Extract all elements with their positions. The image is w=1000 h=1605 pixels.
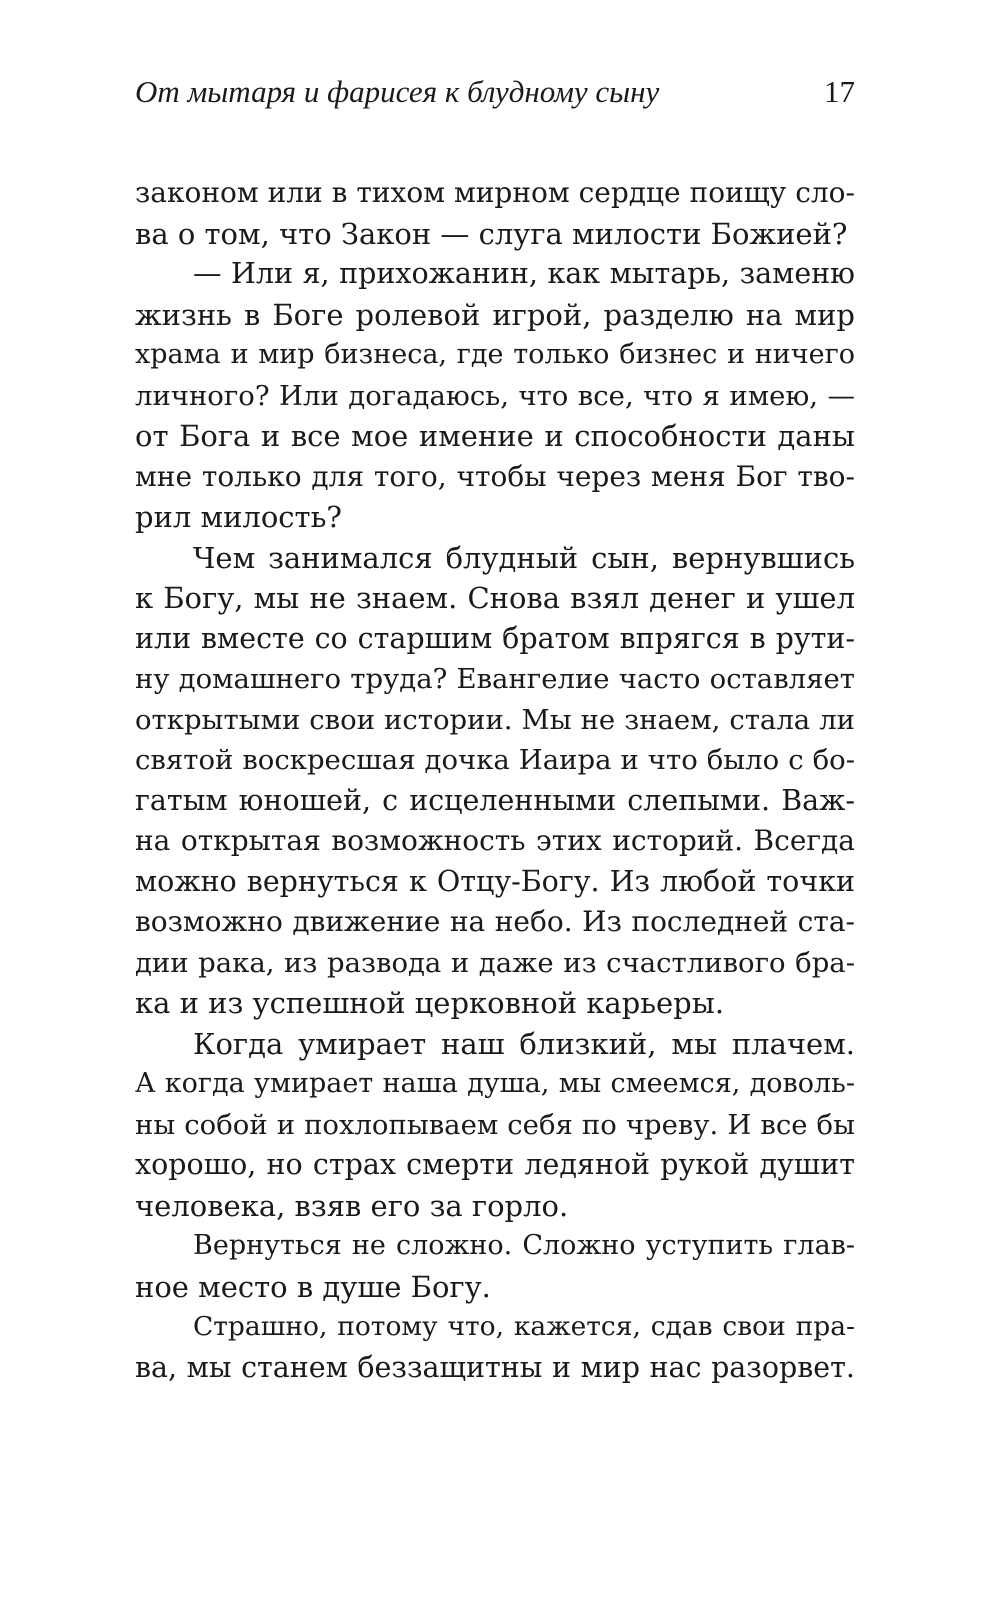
text-line: рил милость? bbox=[135, 500, 342, 534]
running-title: От мытаря и фарисея к блудному сыну bbox=[135, 74, 660, 109]
text-line: человека, взяв его за горло. bbox=[135, 1188, 569, 1223]
text-line: к Богу, мы не знаем. Снова взял денег и ушел bbox=[135, 581, 855, 615]
text-line: открытыми свои истории. Мы не знаем, стала ли bbox=[135, 703, 855, 736]
text-line: законом или в тихом мирном сердце поищу сло- bbox=[135, 176, 855, 209]
text-line: ное место в душе Богу. bbox=[135, 1269, 491, 1304]
text-line: личного? Или догадаюсь, что все, что я имею, — bbox=[135, 379, 855, 412]
text-line: или вместе со старшим братом впрягся в рути- bbox=[135, 621, 855, 655]
text-line: дии рака, из развода и даже из счастливого бра- bbox=[135, 946, 855, 979]
page-number: 17 bbox=[824, 74, 855, 109]
text-line: ну домашнего труда? Евангелие часто оставляет bbox=[135, 663, 855, 695]
body-text bbox=[135, 173, 855, 1388]
text-line: возможно движение на небо. Из последней ста- bbox=[135, 905, 855, 938]
text-line: хорошо, но страх смерти ледяной рукой душит bbox=[135, 1148, 855, 1181]
text-line: Когда умирает наш близкий, мы плачем. bbox=[193, 1026, 855, 1061]
text-line: — Или я, прихожанин, как мытарь, заменю bbox=[193, 257, 855, 290]
text-line: Чем занимался блудный сын, вернувшись bbox=[193, 540, 855, 575]
text-line: Вернуться не сложно. Сложно уступить глав- bbox=[193, 1230, 855, 1261]
text-line: Страшно, потому что, кажется, сдав свои пра- bbox=[193, 1311, 855, 1342]
text-line: храма и мир бизнеса, где только бизнес и ничего bbox=[135, 339, 855, 370]
text-line: мне только для того, чтобы через меня Бог тво- bbox=[135, 459, 855, 493]
text-line: от Бога и все мое имение и способности даны bbox=[135, 419, 855, 453]
text-line: жизнь в Боге ролевой игрой, разделю на мир bbox=[135, 297, 855, 332]
text-line: А когда умирает наша душа, мы смеемся, доволь- bbox=[135, 1068, 855, 1099]
text-line: ка и из успешной церковной карьеры. bbox=[135, 986, 725, 1020]
text-line: ва о том, что Закон — слуга милости Божией? bbox=[135, 216, 848, 251]
running-header bbox=[135, 72, 855, 112]
text-line: ва, мы станем беззащитны и мир нас разорвет. bbox=[135, 1350, 855, 1384]
text-line: на открытая возможность этих историй. Всегда bbox=[135, 824, 855, 857]
text-line: гатым юношей, с исцеленными слепыми. Важ- bbox=[135, 783, 855, 817]
text-line: ны собой и похлопываем себя по чреву. И все бы bbox=[135, 1108, 855, 1141]
text-line: можно вернуться к Отцу-Богу. Из любой точки bbox=[135, 864, 855, 898]
text-line: святой воскресшая дочка Иаира и что было с бо- bbox=[135, 744, 855, 776]
